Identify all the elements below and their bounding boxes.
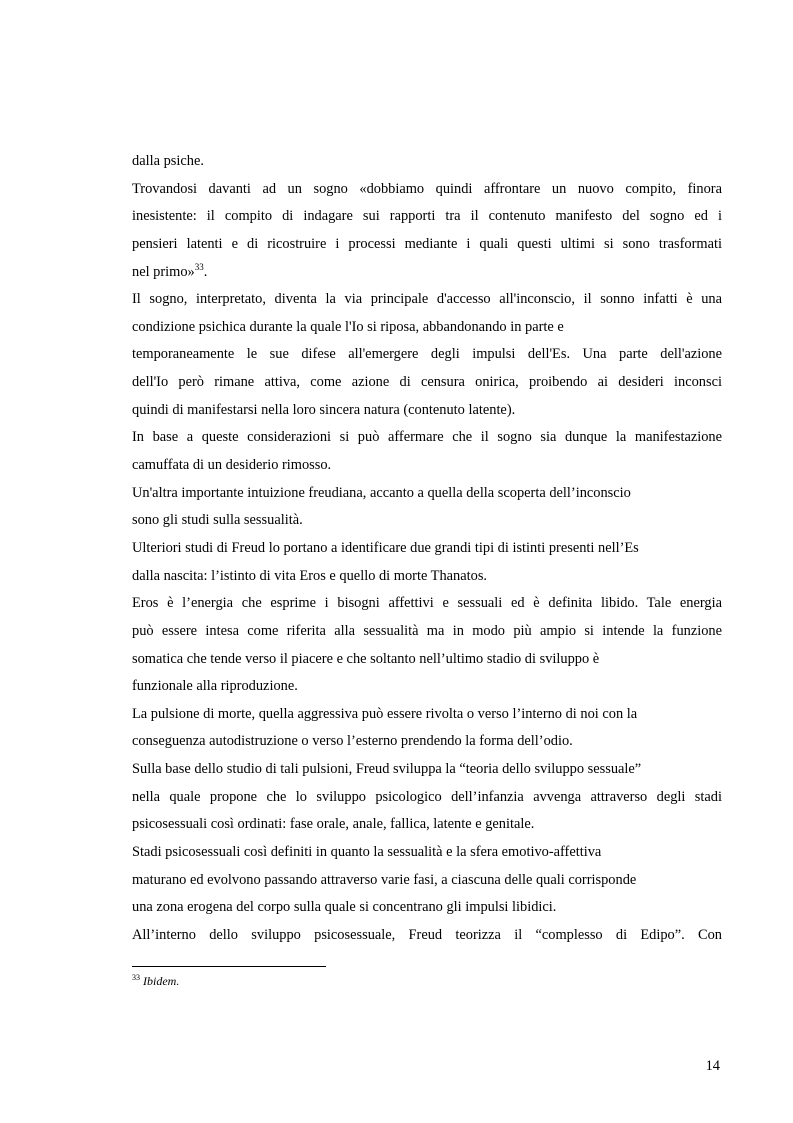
text-line bbox=[132, 673, 722, 701]
text-line-content: funzionale alla riproduzione. bbox=[132, 678, 298, 695]
text-line-content: quindi di manifestarsi nella loro sincera natura (contenuto latente). bbox=[132, 401, 516, 418]
text-line-content: Sulla base dello studio di tali pulsioni, Freud sviluppa la “teoria dello sviluppo sessuale” bbox=[132, 761, 642, 778]
text-line bbox=[132, 314, 722, 342]
text-line-content: La pulsione di morte, quella aggressiva può essere rivolta o verso l’interno di noi con la bbox=[132, 705, 638, 722]
text-line bbox=[132, 452, 722, 480]
text-line bbox=[132, 867, 722, 895]
text-line bbox=[132, 369, 722, 397]
text-line-content: conseguenza autodistruzione o verso l’esterno prendendo la forma dell’odio. bbox=[132, 733, 573, 750]
text-line bbox=[132, 563, 722, 591]
text-line-content: maturano ed evolvono passando attraverso varie fasi, a ciascuna delle quali corrisponde bbox=[132, 871, 637, 888]
text-line bbox=[132, 507, 722, 535]
text-line bbox=[132, 618, 722, 646]
footnote-reference: 33 bbox=[194, 261, 204, 272]
text-line bbox=[132, 286, 722, 314]
footnote-separator bbox=[132, 966, 326, 967]
text-line bbox=[132, 231, 722, 259]
text-line bbox=[132, 646, 722, 674]
text-line-content: In base a queste considerazioni si può affermare che il sogno sia dunque la manifestazione bbox=[132, 429, 722, 446]
text-line bbox=[132, 148, 722, 176]
text-line bbox=[132, 784, 722, 812]
text-line-content: sono gli studi sulla sessualità. bbox=[132, 512, 303, 529]
text-line bbox=[132, 756, 722, 784]
text-line-content: camuffata di un desiderio rimosso. bbox=[132, 457, 332, 474]
text-line-content: dell'Io però rimane attiva, come azione di censura onirica, proibendo ai desideri inconsci bbox=[132, 374, 722, 391]
page-number: 14 bbox=[705, 1058, 720, 1074]
text-line bbox=[132, 894, 722, 922]
text-line-content: Eros è l’energia che esprime i bisogni affettivi e sessuali ed è definita libido. Tale energia bbox=[132, 595, 722, 612]
text-line-content: Un'altra importante intuizione freudiana, accanto a quella della scoperta dell’inconscio bbox=[132, 484, 631, 501]
text-line-content: All’interno dello sviluppo psicosessuale, Freud teorizza il “complesso di Edipo”. Con bbox=[132, 926, 722, 943]
footnote-number: 33 bbox=[132, 973, 140, 982]
text-line-content: dalla nascita: l’istinto di vita Eros e quello di morte Thanatos. bbox=[132, 567, 488, 584]
text-line bbox=[132, 480, 722, 508]
text-line-content: condizione psichica durante la quale l'Io si riposa, abbandonando in parte e bbox=[132, 318, 564, 335]
text-line-content: psicosessuali così ordinati: fase orale, anale, fallica, latente e genitale. bbox=[132, 816, 535, 833]
text-line-content: inesistente: il compito di indagare sui rapporti tra il contenuto manifesto del sogno ed i bbox=[132, 208, 722, 225]
text-line-content: può essere intesa come riferita alla sessualità ma in modo più ampio si intende la funzione bbox=[132, 622, 722, 639]
text-line bbox=[132, 397, 722, 425]
text-line bbox=[132, 590, 722, 618]
text-line bbox=[132, 728, 722, 756]
text-line-content: nel primo» bbox=[132, 263, 195, 280]
text-line bbox=[132, 922, 722, 950]
text-line-content: Ulteriori studi di Freud lo portano a identificare due grandi tipi di istinti presenti nell’Es bbox=[132, 539, 639, 556]
text-line-suffix: . bbox=[203, 263, 208, 280]
text-line bbox=[132, 341, 722, 369]
text-line bbox=[132, 176, 722, 204]
text-line bbox=[132, 203, 722, 231]
text-line-content: pensieri latenti e di ricostruire i processi mediante i quali questi ultimi si sono trasformati bbox=[132, 235, 722, 252]
text-line bbox=[132, 535, 722, 563]
body-text bbox=[132, 148, 722, 950]
text-line bbox=[132, 839, 722, 867]
text-line bbox=[132, 424, 722, 452]
text-line-content: somatica che tende verso il piacere e che soltanto nell’ultimo stadio di sviluppo è bbox=[132, 650, 600, 667]
text-line-content: nella quale propone che lo sviluppo psicologico dell’infanzia avvenga attraverso degli stadi bbox=[132, 788, 722, 805]
text-line-content: Trovandosi davanti ad un sogno «dobbiamo quindi affrontare un nuovo compito, finora bbox=[132, 180, 722, 197]
text-line bbox=[132, 701, 722, 729]
text-line-content: una zona erogena del corpo sulla quale si concentrano gli impulsi libidici. bbox=[132, 899, 557, 916]
text-line-content: dalla psiche. bbox=[132, 153, 204, 169]
text-line-content: temporaneamente le sue difese all'emergere degli impulsi dell'Es. Una parte dell'azione bbox=[132, 346, 722, 363]
footnote-text: Ibidem. bbox=[143, 974, 180, 988]
text-line bbox=[132, 811, 722, 839]
text-line-content: Il sogno, interpretato, diventa la via principale d'accesso all'inconscio, il sonno infatti è una bbox=[132, 291, 722, 308]
text-line bbox=[132, 259, 722, 287]
footnote bbox=[132, 973, 179, 989]
text-line-content: Stadi psicosessuali così definiti in quanto la sessualità e la sfera emotivo-affettiva bbox=[132, 844, 602, 861]
